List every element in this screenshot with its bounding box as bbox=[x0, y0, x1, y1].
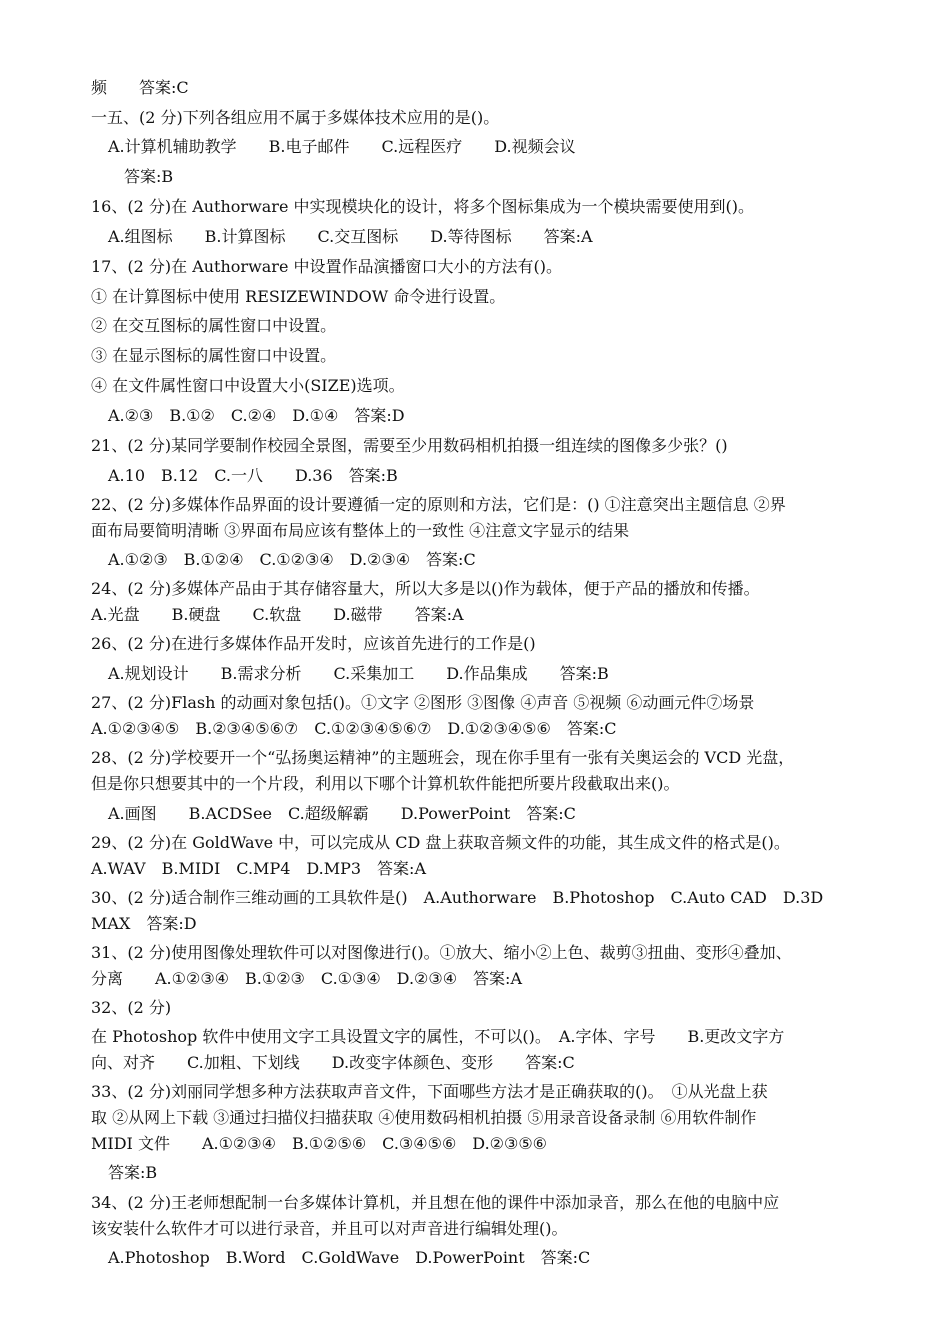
q31-question: 31、(2 分)使用图像处理软件可以对图像进行()。①放大、缩小②上色、裁剪③扭曲、变形④叠加、 bbox=[91, 943, 792, 962]
q33-options: MIDI 文件 A.①②③④ B.①②⑤⑥ C.③④⑤⑥ D.②③⑤⑥ bbox=[91, 1134, 548, 1153]
q32-options: 向、对齐 C.加粗、下划线 D.改变字体颜色、变形 答案:C bbox=[91, 1053, 575, 1072]
q21-question: 21、(2 分)某同学要制作校园全景图，需要至少用数码相机拍摄一组连续的图像多少张？() bbox=[91, 436, 728, 455]
q29-question: 29、(2 分)在 GoldWave 中，可以完成从 CD 盘上获取音频文件的功能，其生成文件的格式是()。 bbox=[91, 833, 790, 852]
q17-question: 17、(2 分)在 Authorware 中设置作品演播窗口大小的方法有()。 bbox=[91, 257, 562, 276]
q16-options: A.组图标 B.计算图标 C.交互图标 D.等待图标 答案:A bbox=[108, 227, 593, 246]
q16-question: 16、(2 分)在 Authorware 中实现模块化的设计，将多个图标集成为一个模块需要使用到()。 bbox=[91, 197, 754, 216]
q28-question: 28、(2 分)学校要开一个“弘扬奥运精神”的主题班会，现在你手里有一张有关奥运会的 VCD 光盘， bbox=[91, 748, 795, 767]
q22-options: A.①②③ B.①②④ C.①②③④ D.②③④ 答案:C bbox=[108, 550, 476, 569]
q24-question: 24、(2 分)多媒体产品由于其存储容量大，所以大多是以()作为载体，便于产品的播放和传播。 bbox=[91, 579, 760, 598]
q32-label: 32、(2 分) bbox=[91, 998, 172, 1017]
q31-options: 分离 A.①②③④ B.①②③ C.①③④ D.②③④ 答案:A bbox=[91, 969, 523, 988]
q32-question: 在 Photoshop 软件中使用文字工具设置文字的属性，不可以()。 A.字体、字号 B.更改文字方 bbox=[91, 1027, 785, 1046]
q15-answer: 答案:B bbox=[124, 167, 174, 186]
q28-question-cont: 但是你只想要其中的一个片段，利用以下哪个计算机软件能把所要片段截取出来()。 bbox=[91, 774, 680, 793]
q33-question: 33、(2 分)刘丽同学想多种方法获取声音文件，下面哪些方法才是正确获取的()。 ①从光盘上获 bbox=[91, 1082, 768, 1101]
q27-options: A.①②③④⑤ B.②③④⑤⑥⑦ C.①②③④⑤⑥⑦ D.①②③④⑤⑥ 答案:C bbox=[91, 719, 617, 738]
q17-item-2: ② 在交互图标的属性窗口中设置。 bbox=[91, 316, 337, 335]
q34-question: 34、(2 分)王老师想配制一台多媒体计算机，并且想在他的课件中添加录音，那么在他的电脑中应 bbox=[91, 1193, 780, 1212]
q26-question: 26、(2 分)在进行多媒体作品开发时，应该首先进行的工作是() bbox=[91, 634, 536, 653]
q27-question: 27、(2 分)Flash 的动画对象包括()。①文字 ②图形 ③图像 ④声音 ⑤视频 ⑥动画元件⑦场景 bbox=[91, 693, 755, 712]
q17-item-3: ③ 在显示图标的属性窗口中设置。 bbox=[91, 346, 337, 365]
q17-options: A.②③ B.①② C.②④ D.①④ 答案:D bbox=[108, 406, 405, 425]
q29-options: A.WAV B.MIDI C.MP4 D.MP3 答案:A bbox=[91, 859, 427, 878]
q15-options: A.计算机辅助教学 B.电子邮件 C.远程医疗 D.视频会议 bbox=[108, 137, 576, 156]
q33-question-cont: 取 ②从网上下载 ③通过扫描仪扫描获取 ④使用数码相机拍摄 ⑤用录音设备录制 ⑥用软件制作 bbox=[91, 1108, 757, 1127]
q28-options: A.画图 B.ACDSee C.超级解霸 D.PowerPoint 答案:C bbox=[108, 804, 576, 823]
q14-tail: 频 答案:C bbox=[91, 78, 189, 97]
q30-question-cont: MAX 答案:D bbox=[91, 914, 197, 933]
q33-answer: 答案:B bbox=[108, 1163, 158, 1182]
q26-options: A.规划设计 B.需求分析 C.采集加工 D.作品集成 答案:B bbox=[108, 664, 609, 683]
q21-options: A.10 B.12 C.一八 D.36 答案:B bbox=[108, 466, 398, 485]
q24-options: A.光盘 B.硬盘 C.软盘 D.磁带 答案:A bbox=[91, 605, 464, 624]
q17-item-1: ① 在计算图标中使用 RESIZEWINDOW 命令进行设置。 bbox=[91, 287, 506, 306]
q22-question: 22、(2 分)多媒体作品界面的设计要遵循一定的原则和方法，它们是：() ①注意突出主题信息 ②界 bbox=[91, 495, 786, 514]
q34-options: A.Photoshop B.Word C.GoldWave D.PowerPoint 答案:C bbox=[108, 1248, 591, 1267]
q17-item-4: ④ 在文件属性窗口中设置大小(SIZE)选项。 bbox=[91, 376, 405, 395]
q15-question: 一五、(2 分)下列各组应用不属于多媒体技术应用的是()。 bbox=[91, 108, 500, 127]
q22-question-cont: 面布局要简明清晰 ③界面布局应该有整体上的一致性 ④注意文字显示的结果 bbox=[91, 521, 630, 540]
q34-question-cont: 该安装什么软件才可以进行录音，并且可以对声音进行编辑处理()。 bbox=[91, 1219, 568, 1238]
q30-question: 30、(2 分)适合制作三维动画的工具软件是() A.Authorware B.Photoshop C.Auto CAD D.3D bbox=[91, 888, 824, 907]
